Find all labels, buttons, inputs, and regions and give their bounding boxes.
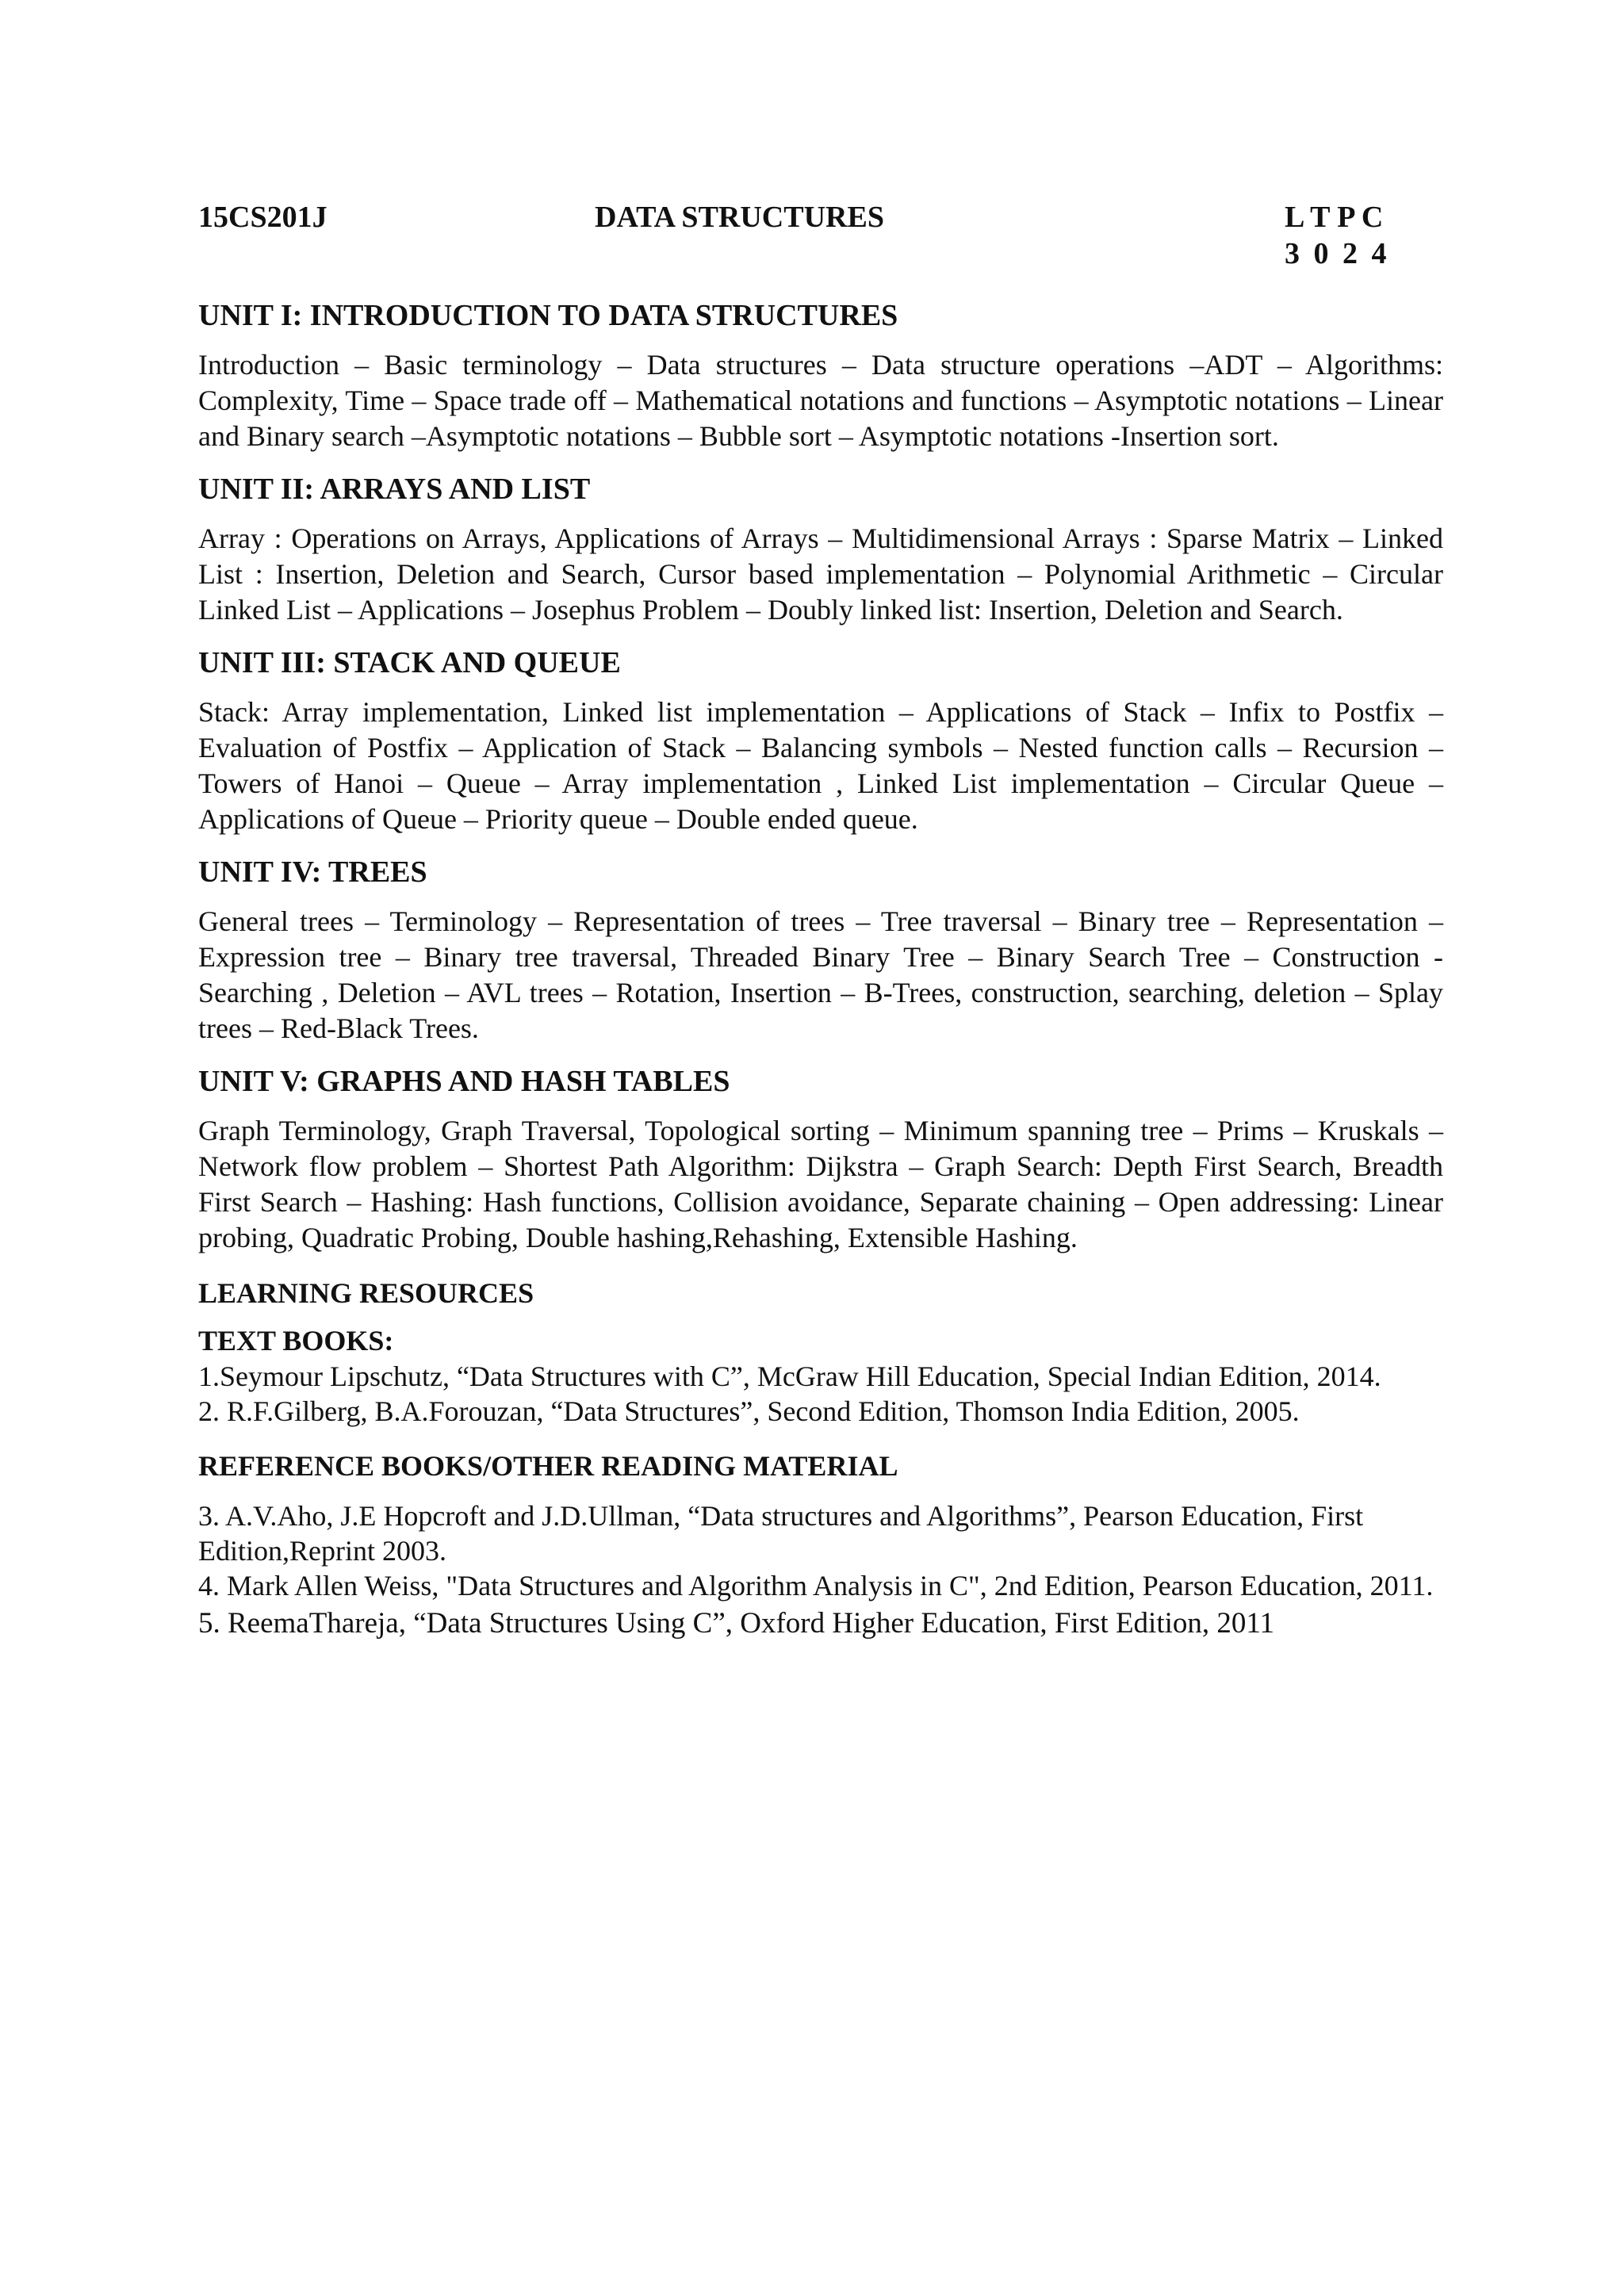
unit-4-body: General trees – Terminology – Representation of trees – Tree traversal – Binary tree – Representation – Expression tree – Binary tree traversal, Threaded Binary Tree – Binary Search Tree – Construction - Searching , Deletion – AVL trees – Rotation, Insertion – B-Trees, construction, searching, deletion – Splay trees – Red-Black Trees. — [198, 905, 1443, 1044]
unit-3-section — [198, 644, 1443, 837]
unit-3-body: Stack: Array implementation, Linked list implementation – Applications of Stack – Infix to Postfix – Evaluation of Postfix – Application of Stack – Balancing symbols – Nested function calls – Recursion – Towers of Hanoi – Queue – Array implementation , Linked List implementation – Circular Queue – Applications of Queue – Priority queue – Double ended queue. — [198, 696, 1443, 835]
learning-resources-section — [198, 1275, 1443, 1641]
unit-2-heading: UNIT II: ARRAYS AND LIST — [198, 473, 591, 506]
reference-book-item: 4. Mark Allen Weiss, "Data Structures and Algorithm Analysis in C", 2nd Edition, Pearson Education, 2011. — [198, 1570, 1434, 1601]
unit-1-heading: UNIT I: INTRODUCTION TO DATA STRUCTURES — [198, 299, 898, 332]
course-code: 15CS201J — [198, 201, 327, 234]
text-book-item: 1.Seymour Lipschutz, “Data Structures with C”, McGraw Hill Education, Special Indian Edition, 2014. — [198, 1360, 1381, 1392]
ltpc-label: L T P C — [1285, 201, 1384, 234]
unit-2-body: Array : Operations on Arrays, Applications of Arrays – Multidimensional Arrays : Sparse Matrix – Linked List : Insertion, Deletion and Search, Cursor based implementation – Polynomial Arithmetic – Circular Linked List – Applications – Josephus Problem – Doubly linked list: Insertion, Deletion and Search. — [198, 522, 1443, 626]
unit-5-section — [198, 1062, 1443, 1256]
unit-3-heading: UNIT III: STACK AND QUEUE — [198, 646, 621, 679]
ltpc-values: 3 0 2 4 — [1285, 237, 1390, 270]
reference-book-item: 5. ReemaThareja, “Data Structures Using C”, Oxford Higher Education, First Edition, 2011 — [198, 1607, 1275, 1640]
text-book-item: 2. R.F.Gilberg, B.A.Forouzan, “Data Structures”, Second Edition, Thomson India Edition, 2005. — [198, 1395, 1300, 1427]
unit-4-section — [198, 853, 1443, 1047]
learning-resources-heading: LEARNING RESOURCES — [198, 1277, 534, 1309]
syllabus-page — [198, 198, 1443, 1657]
reference-books-heading: REFERENCE BOOKS/OTHER READING MATERIAL — [198, 1450, 898, 1482]
unit-1-section — [198, 297, 1443, 454]
course-header — [198, 198, 1443, 277]
unit-5-body: Graph Terminology, Graph Traversal, Topological sorting – Minimum spanning tree – Prims – Kruskals – Network flow problem – Shortest Path Algorithm: Dijkstra – Graph Search: Depth First Search, Breadth First Search – Hashing: Hash functions, Collision avoidance, Separate chaining – Open addressing: Linear probing, Quadratic Probing, Double hashing,Rehashing, Extensible Hashing. — [198, 1115, 1443, 1253]
unit-1-body: Introduction – Basic terminology – Data structures – Data structure operations –ADT – Algorithms: Complexity, Time – Space trade off – Mathematical notations and functions – Asymptotic notations – Linear and Binary search –Asymptotic notations – Bubble sort – Asymptotic notations -Insertion sort. — [198, 349, 1443, 452]
text-books-heading: TEXT BOOKS: — [198, 1325, 394, 1357]
unit-2-section — [198, 470, 1443, 628]
unit-4-heading: UNIT IV: TREES — [198, 855, 427, 889]
reference-book-item: 3. A.V.Aho, J.E Hopcroft and J.D.Ullman, “Data structures and Algorithms”, Pearson Education, First Edition,Reprint 2003. — [198, 1500, 1364, 1567]
course-title: DATA STRUCTURES — [595, 201, 884, 234]
unit-5-heading: UNIT V: GRAPHS AND HASH TABLES — [198, 1065, 730, 1098]
